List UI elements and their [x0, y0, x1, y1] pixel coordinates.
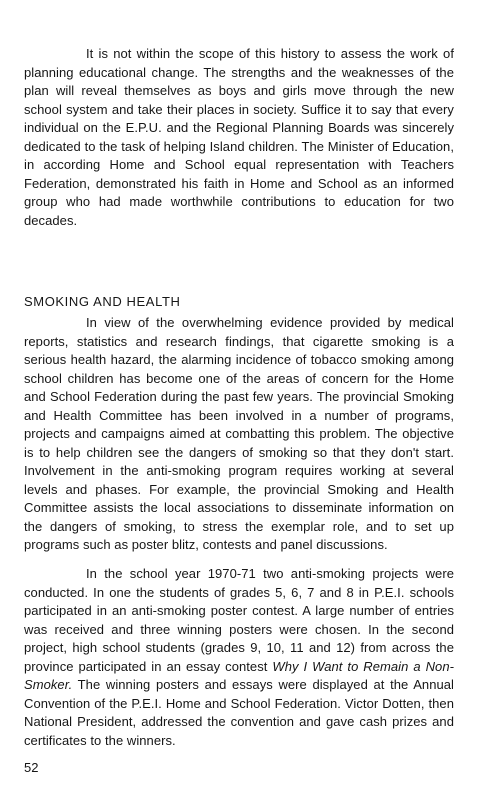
paragraph-text-after-title: The winning posters and essays were displayed at the Annual Convention of the P.E.I. Home and School Federation. Victor Dotten, then National President, addressed the convention and gave cash prizes and certificates to the winners. — [24, 677, 454, 748]
paragraph-planning-educational-change: It is not within the scope of this history to assess the work of planning educational change. The strengths and the weaknesses of the plan will reveal themselves as boys and girls move through the new school system and take their places in society. Suffice it to say that every individual on the E.P.U. and the Regional Planning Boards was sincerely dedicated to the task of helping Island children. The Minister of Education, in according Home and School equal representation with Teachers Federation, demonstrated his faith in Home and School as an informed group who had made worthwhile contributions to education for two decades. — [24, 46, 454, 228]
paragraph-text-before-title: In the school year 1970-71 two anti-smoking projects were conducted. In one the students of grades 5, 6, 7 and 8 in P.E.I. schools participated in an anti-smoking poster contest. A large number of entries was received and three winning posters were chosen. In the second project, high school students (grades 9, 10, 11 and 12) from across the province participated in an essay contest — [24, 566, 454, 674]
essay-title: Why I Want to Remain a Non-Smoker. — [24, 658, 454, 692]
section-heading-smoking-and-health: SMOKING AND HEALTH — [24, 294, 181, 309]
paragraph-smoking-concern: In view of the overwhelming evidence provided by medical reports, statistics and research findings, that cigarette smoking is a serious health hazard, the alarming incidence of tobacco smoking among school children has become one of the areas of concern for the Home and School Federation during the past few years. The provincial Smoking and Health Committee has been involved in a number of programs, projects and campaigns aimed at combatting this problem. The objective is to help children see the dangers of smoking so that they don't start. Involvement in the anti-smoking program requires working at several levels and phases. For example, the provincial Smoking and Health Committee assists the local associations to disseminate information on the dangers of smoking, to stress the exemplar role, and to set up programs such as poster blitz, contests and panel discussions. — [24, 315, 454, 552]
page-number: 52 — [24, 760, 39, 775]
paragraph-anti-smoking-projects — [24, 565, 454, 750]
